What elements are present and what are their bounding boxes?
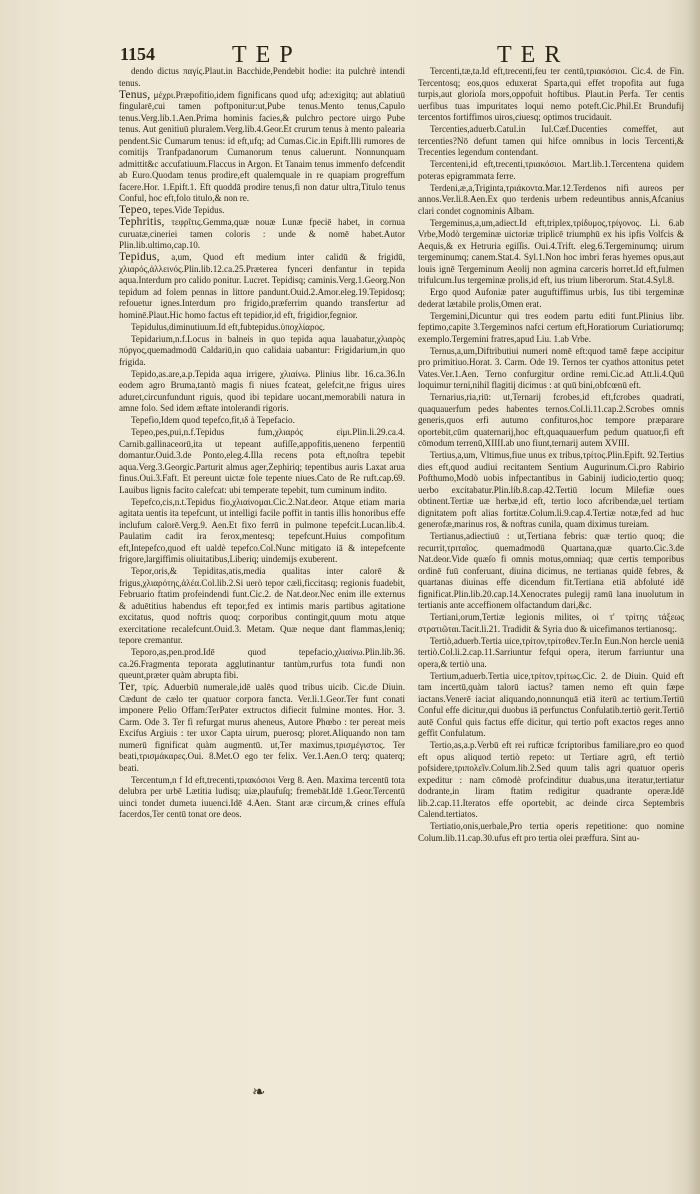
entry-text: tepes.Vide Tepidus. xyxy=(153,205,225,215)
dictionary-entry xyxy=(418,311,684,346)
entry-text: Tertianus,adiectiuū : ut,Tertiana febris: quæ tertio quoq; die recurrit,τριταῖος. quemadmodū Quartana,quæ quarto.Cic.3.de Nat.deor.Vide quæſo fi omnis motus,omniaq; quæ certis temporibus ordinē fuū conferuant, diuina dicimus, ne tertianas quidē febres, & quartanas diuinas effe dicendum fit.Tertiana etiā abfoluté idē fignificat.Plin.lib.20.cap.14.Xenocrates pulegij ramū lana inuolutum in tertianis ante acceffionem olfactandum dari,&c. xyxy=(418,531,684,610)
entry-headword: Tepidus, xyxy=(119,251,160,263)
entry-text: dendo dictus παγίς.Plaut.in Bacchide,Pendebit hodie: ita pulchrè intendi tenus. xyxy=(119,66,405,88)
dictionary-entry xyxy=(119,682,405,774)
page-header xyxy=(0,38,700,68)
entry-text: Tercentum,n f Id eft,trecenti,τριακόσιοι Verg 8. Aen. Maxima tercentū tota delubra per urbē Lætitia ludisq; uiæ,plaufuſq; fremebāt.Idē 1.Geor.Tercentū uinci tondet dumeta iuuenci.Idē 4.Aen. Stant aræ circum,& crines effuſa facerdos,Ter centū tonat ore deos. xyxy=(119,774,405,819)
entry-text: Tertio,as,a.p.Verbū eft rei rufticæ fcriptoribus familiare,pro eo quod eft opus aliquod tertiò repeto: ut Tertiare agrū, eft tertiò pofsidere,τριπολεῖν.Colum.lib.2.Sed quum talis agri quatuor operis expeditur : nam cōmodè profcinditur duabus,una iteratur,tertiatur dodrante,in liram ftatim redigitur quadrante operæ.Idē lib.2.cap.11.Iteratos effe oportebit, ac deinde circa Septembris Calend.tertiatos. xyxy=(418,740,684,819)
dictionary-entry xyxy=(418,346,684,392)
dictionary-entry xyxy=(418,392,684,450)
entry-text: Tergeminus,a,um,adiect.Id eft,triplex,τρίδυμος,τρίγονος. Li. 6.ab Vrbe,Modò tergeminæ uictoriæ triplicē triumphū ex his ipfis Volfcis & Aequis,& ex Hetruria egiſſis. Oui.4.Trift. eleg.6.Tergeminumq; uirum tergeminumq; canem.Stat.4. Syl.1.Non hoc imbri feras hyemes opus,aut louis ignē Tergeminum Aeolij non agmina carceris horret.Id eft,fulmen trifulcum.Ius tergeminæ prolis,id eft, ius trium liberorum. Stat.4.Syl.8. xyxy=(418,217,684,285)
left-text-column xyxy=(119,66,405,1066)
dictionary-entry xyxy=(418,671,684,740)
entry-text: Ternus,a,um,Diftributiui numeri nomē eft:quod tamē fæpe accipitur pro primitiuo.Horat. 3. Carm. Ode 19. Ternos ter cyathos attonitus petet Vates.Ver.1.Aen. Terno confurgitur ordine remi.Cic.ad Att.li.4.Quū loquimur terni,nihil flagitij dicimus : at quū bini,obfcœnū eft. xyxy=(418,345,684,390)
dictionary-entry xyxy=(418,636,684,671)
running-head-left: TEP xyxy=(232,42,302,68)
entry-text: Tepido,as.are,a.p.Tepida aqua irrigere, χλιαίνω. Plinius libr. 16.ca.36.In eodem agro Bruma,tantò magis fi niues fcateat, gelefcit,ne frigus uires aduret,circunfundunt riguis, quod ibi tepidare uocant,memorabili natura in amne folo. Sed idem æftate intolerandi rigoris. xyxy=(119,368,405,413)
entry-text: μέχρι.Præpofitio,idem fignificans quod ufq; ad:exigitq; aut ablatiuū fingularē,cui tamen poftponitur:ut,Pube tenus.Mento tenus,Capulo tenus.Verg.lib.1.Aen.Prima hominis facies,& pulchro pectore uirgo Pube tenus. Aut genitiuū pluralem.Verg.lib.4.Geor.Et crurum tenus à mento palearia pendent.Sic Cumarum tenus: id eft,ufq; ad Cumas.Cic.in Epift.Illi rumores de comitijs Tranfpadanorum Cumanorum tenus caluerunt. Nonnunquam admittit&c accufatiuum.Flaccus in Argon. Et Tanaim tenus immenfo defcendit ab Euro.Quodam tenus prodire,eft qualemquale in re quapiam progreffum facere.Hor. 1.Epift.1. Eft quoddā prodire tenus,fi non datur ultra,Titulo tenus Conful, hoc eft,folo titulo,& non re. xyxy=(119,89,405,203)
entry-text: Tepefco,cis,n.t.Tepidus fio,χλιαίνομαι.Cic.2.Nat.deor. Atque etiam maria agitata uentis ita tepefcunt, ut intelligi facile poffit in tantis illis honoribus effe inclufum calorē.Verg.9. Aen.Et fixo ferrū in pulmone tepefcit.Lucan.lib.4. Paulatim cadit ira ferox,mentesq; tepefcunt.Huius compofitum eft,Intepefco,quod eft ualdè tepefco.Col.Nunc mitigato iā & intepefcente frigore,largiffimis oliuitatibus,Liberiq; uindemijs exuberent. xyxy=(119,496,405,564)
dictionary-entry xyxy=(418,287,684,310)
dictionary-entry xyxy=(119,217,405,252)
dictionary-entry xyxy=(418,531,684,612)
dictionary-entry xyxy=(119,497,405,566)
page-edge-shadow xyxy=(686,0,700,1194)
right-text-column xyxy=(418,66,684,1066)
dictionary-entry xyxy=(119,647,405,682)
entry-text: Teporo,as,pen.prod.Idē quod tepefacio,χλιαίνω.Plin.lib.36. ca.26.Fragmenta teporata agglutinantur tantùm,rurfus tota fundi non queunt,præter quàm abrupta fibi. xyxy=(119,647,405,680)
dictionary-entry xyxy=(119,205,405,217)
entry-headword: Tephritis, xyxy=(119,216,165,228)
entry-headword: Ter, xyxy=(119,681,138,693)
entry-text: τρίς. Aduerbiū numerale,idē ualēs quod tribus uicib. Cic.de Diuin. Cædunt de cælo ter quatuor corpora fancta. Ver.li.1.Geor.Ter funt conati imponere Pelio Offam:TerPater extructos difiecit fulmine montes. Hor. 3. Carm. Ode 3. Ter fi refurgat murus aheneus, Autore Phœbo : ter pereat meis Excifus Argiuis : ter uxor Capta uirum, puerosq; ploret.Aliquando non tam numerū fignificat quàm augmentū. ut,Ter maximus,τρισμέγιστος. Ter beati,τρισμάκαρες.Oui. 8.Met.O ego ter felix. Ver.1.Aen.O terq; quaterq; beati. xyxy=(119,682,405,773)
entry-text: Tertius,a,um, Vltimus,fiue unus ex tribus,τρίτος.Plin.Epift. 92.Tertius dies eft,quod audiui recitantem Sentium Augurinum.Ci.pro Rabirio Pofthumo,Modò uobis infpectantibus in Gabinij iudicio,tertio quoq; uerbo excitabatur.Plin.lib.8.cap.42.Tertiū locum Milefiæ oues obtinent.Tertiæ uæ herbæ,id eft, tertio loco afcribendæ,uel tertiam dignitatem poft alias fortitæ.Colum.li.9.cap.4.Tertiæ notæ,fed ad huc generofæ,marinus ros, & noftras cunila, quam diximus tureiam. xyxy=(418,450,684,529)
dictionary-entry xyxy=(119,252,405,321)
entry-text: Tergemini,Dicuntur qui tres eodem partu editi funt.Plinius libr. feptimo,capite 3.Tergeminos nafci certum eft,Horatiorum Curiatiorumq; exemplo.Tergemini fratres,apud Liu. 1.ab Vrbe. xyxy=(418,310,684,344)
dictionary-entry xyxy=(418,821,684,844)
dictionary-entry xyxy=(119,566,405,647)
dictionary-entry xyxy=(119,66,405,89)
dictionary-entry xyxy=(418,159,684,182)
dictionary-entry xyxy=(119,90,405,205)
dictionary-entry xyxy=(418,612,684,635)
entry-text: Tepeo,pes,pui,n.f.Tepidus fum,χλιαρός εἰμι.Plin.li.29.ca.4. Carnib.gallinaceorū,ita ut tepeant aufiſſe,appofitis,ueneno ferpentiū domantur.Ouid.3.de Ponto,eleg.4.Illa recens pota eft,noſtra tepebit aqua.Verg.3.Georgic.Parturit almus ager,Zephiriq; tepentibus auris Laxat arua finus.Oui.3.Faft. Et pereunt uictæ fole tepente niues.Cato de Re ruft.cap.69. Lauibus lignis facito calefcat: ubi temperate tepebit, tum cuminum indito. xyxy=(119,427,405,495)
entry-text: Tercenties,aduerb.Catul.in Iul.Cæf.Ducenties comeffet, aut tercenties?Nō defunt tamen qui hifce omnibus in locis Tercenti,& Trecenties legendum contendant. xyxy=(418,124,684,157)
entry-text: Tepidarium,n.f.Locus in balneis in quo tepida aqua lauabatur,χλιαρὸς πύργος,quemadmodū Caldariū,in quo calidaia uabantur: Frigidarium,in quo frigida. xyxy=(119,333,405,367)
entry-text: Tertium,aduerb.Tertia uice,τρίτον,τρίτως.Cic. 2. de Diuin. Quid eft tam incertū,quàm talorū iactus? tamen nemo eft quin fæpe iactans.Venerē iaciat aliquando,nonnunquā etiā iterū ac tertium.Tertiū Conful effe dicitur,qui duobus iā perfunctus Confulatib.tertiò gerit.Tertiō autē Conful quis factus effe dicitur, qui tertio poft exactos reges anno geffit Confulatum. xyxy=(418,670,684,738)
entry-text: Tepefio,Idem quod tepefco,fit,ιδ à Tepefacio. xyxy=(131,415,295,425)
dictionary-entry xyxy=(119,415,405,427)
entry-text: Tertiani,orum,Tertiæ legionis milites, οἱ τ' τρίτης τάξεως στρατιῶται.Tacit.li.21. Tradidit & Syria duo & uicefimanos tertianosq;. xyxy=(418,612,684,634)
entry-headword: Tepeo, xyxy=(119,204,152,216)
dictionary-entry xyxy=(418,66,684,124)
dictionary-entry xyxy=(119,775,405,821)
entry-text: Tercenti,tæ,ta.Id eft,trecenti,feu ter centū,τριακόσιοι. Cic.4. de Fin. Tercentosq; eos,quos eduxerat Sparta,qui effet tropofita aut fuga turpis,aut glorioſa mors,oppofuit hoftibus. Plaut.in Perfa. Ter centis uerfibus tuas impuritates loqui nemo poteft.Cic.Phil.Et Brundufij tercentos fortiffimos uiros,ciuesq; optimos trucidauit. xyxy=(418,66,684,122)
entry-text: τεφρῖτις.Gemma,quæ nouæ Lunæ fpeciē habet, in cornua curuatæ,cineriei tamen coloris : unde & nomē habet.Autor Plin.lib.ultimo,cap.10. xyxy=(119,217,405,250)
entry-text: Ergo quod Aufoniæ pater auguftiffimus urbis, Ius tibi tergeminæ dederat lætabile prolis,Omen erat. xyxy=(418,287,684,309)
dictionary-entry xyxy=(418,218,684,287)
dictionary-entry xyxy=(418,450,684,531)
entry-text: a,um, Quod eft medium inter calidū & frigidū, χλιαρός,ἀλλεινός.Plin.lib.12.ca.25.Præterea fynceri denfantur in tepida aqua.Interdum pro calido ponitur. Lucret. Tepidisq; caminis.Verg.1.Georg.Non tepidum ad folem pennas in littore pandunt.Ouid.2.Amor.eleg.19.Tepidosq; refouetur ignes.Interdum pro frigido,præferrim quando transfertur ad hominē.Plaut.Hic homo factus eft tepidior,id eft, frigidior,fegnior. xyxy=(119,252,405,320)
dictionary-entry xyxy=(119,369,405,415)
entry-text: Terdeni,æ,a,Triginta,τριάκοντα.Mar.12.Terdenos nifi aureos per annos.Ver.li.8.Aen.Ex quo terdenis urbem redeuntibus annis,Afcanius clari condet cognominis Albam. xyxy=(418,182,684,216)
entry-text: Tepidulus,diminutiuum.Id eft,fubtepidus.ὑποχλίαρος. xyxy=(131,321,325,332)
fleuron-ornament: ❧ xyxy=(252,1082,266,1101)
page-number: 1154 xyxy=(120,44,156,64)
dictionary-entry xyxy=(418,740,684,821)
entry-text: Tepor,oris,& Tepiditas,atis,media qualitas inter calorē & frigus,χλιαρότης,ἀλέα.Col.lib.2.Si uerò tepor cæli,ficcitasq; regionis fuadebit, Februario ftatim profeindendi funt.Cic.2. de Nat.deor.Nec enim ille externus & aduētitius habendus eft tepor,fed ex intimis maris partibus agitatione excitatus, quod noftris quoq; corporibus contingit,quum motu atque exercitatione recalefcunt.Ouid.3. Metam. Quæ neque dant flammas,leniq; tepore cremantur. xyxy=(119,566,405,645)
entry-headword: Tenus, xyxy=(119,88,151,101)
entry-text: Tercenteni,id eft,trecenti,τριακόσιοι. Mart.lib.1.Tercentena quidem poteras epigrammata ferre. xyxy=(418,159,684,181)
dictionary-entry xyxy=(119,322,405,334)
dictionary-entry xyxy=(418,124,684,159)
dictionary-entry xyxy=(418,183,684,218)
entry-text: Tertiatio,onis,uerbale,Pro tertia operis repetitione: quo nomine Colum.lib.11.cap.30.ufus eft pro tertia olei præffura. Sint au- xyxy=(418,821,684,843)
running-head-right: TER xyxy=(497,42,570,68)
dictionary-entry xyxy=(119,334,405,369)
entry-text: Tertiò,aduerb.Tertia uice,τρίτον,τρίτοθεν.Ter.In Eun.Non hercle ueniā tertiò.Col.li.2.cap.11.Sarriuntur fefqui opera, iterum farriuntur una opera,& tertiò una. xyxy=(418,635,684,669)
dictionary-entry xyxy=(119,427,405,496)
entry-text: Ternarius,ria,riū: ut,Ternarij fcrobes,id eft,fcrobes quadrati, quaquauerfum pedes habentes ternos.Col.li.11.cap.2.Scrobes omnis generis,quos erfi autumo confituros,hoc tempore præparare oportebit,cūm quaternarij,hoc eft,quaquauerfum pedum quatuor,fi eft cōmodum terrenū,XIIII.ab uno fiunt,ternarij autem XVIII. xyxy=(418,392,684,448)
